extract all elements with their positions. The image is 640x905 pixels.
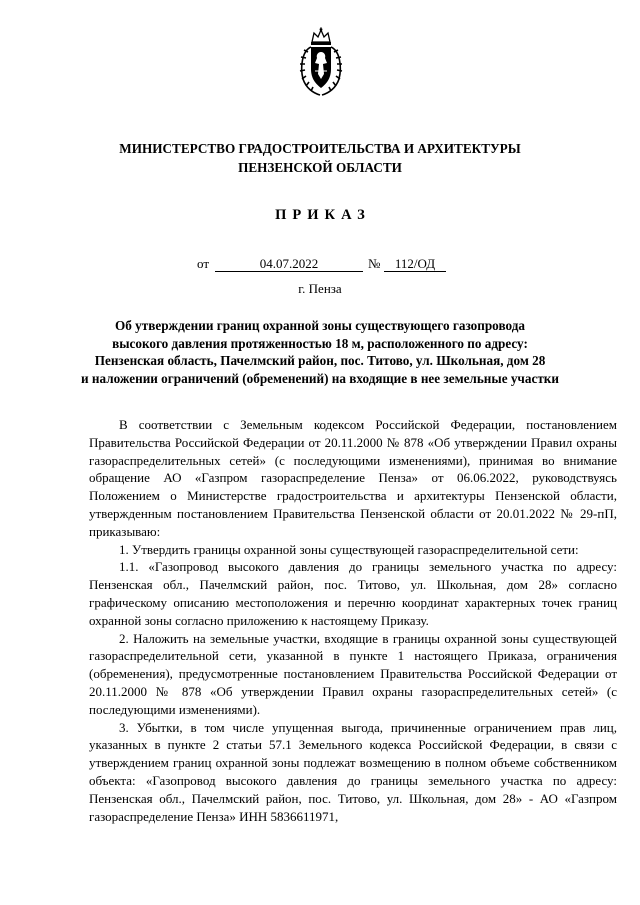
item-1-1-paragraph: 1.1. «Газопровод высокого давления до границы земельного участка по адресу: Пензенская обл., Пачелмский район, пос. Титово, ул. Школьная, дом 28» согласно графическому описанию местоположения и перечню координат характерных точек границ охранной зоны согласно приложению к настоящему Приказу.	[89, 559, 617, 628]
document-number: 112/ОД	[384, 256, 446, 272]
preamble-paragraph: В соответствии с Земельным кодексом Российской Федерации, постановлением Правительства Российской Федерации от 20.11.2000 № 878 «Об утверждении Правил охраны газораспределительных сетей» (с последующими изменениями), принимая во внимание обращение АО «Газпром газораспределение Пенза» от 06.06.2022, руководствуясь Положением о Министерстве градостроительства и архитектуры Пензенской области, утвержденным постановлением Правительства Пензенской области от 20.01.2022 № 29-пП, приказываю:	[89, 417, 617, 539]
number-prefix: №	[368, 256, 381, 271]
item-1-paragraph: 1. Утвердить границы охранной зоны существующей газораспределительной сети:	[119, 541, 579, 557]
subject-line-2: высокого давления протяженностью 18 м, расположенного по адресу:	[112, 335, 528, 351]
organization-name	[60, 139, 580, 177]
document-type-title: ПРИКАЗ	[275, 207, 371, 223]
org-line-1: МИНИСТЕРСТВО ГРАДОСТРОИТЕЛЬСТВА И АРХИТЕКТУРЫ	[119, 141, 521, 156]
item-2-paragraph: 2. Наложить на земельные участки, входящие в границы охранной зоны существующей газораспределительной сети, указанной в пункте 1 настоящего Приказа, ограничения (обременения), предусмотренные постановлением Правительства Российской Федерации от 20.11.2000 № 878 «Об утверждении Правил охраны газораспределительных сетей» (с последующими изменениями).	[89, 630, 617, 717]
coat-of-arms-icon	[299, 27, 343, 97]
date-number-line	[0, 256, 640, 276]
date-prefix: от	[197, 256, 210, 271]
subject-line-1: Об утверждении границ охранной зоны существующего газопровода	[115, 318, 525, 333]
subject-line-4: и наложении ограничений (обременений) на входящие в нее земельные участки	[80, 370, 559, 386]
document-body	[89, 416, 617, 825]
document-subject	[40, 317, 600, 387]
city: г. Пенза	[298, 281, 342, 296]
item-3-paragraph: 3. Убытки, в том числе упущенная выгода, причиненные ограничением прав лиц, указанных в пункте 2 статьи 57.1 Земельного кодекса Российской Федерации, в связи с утверждением границ охранной зоны подлежат возмещению в полном объеме собственником объекта: «Газопровод высокого давления до границы земельного участка по адресу: Пензенская обл., Пачелмский район, пос. Титово, ул. Школьная, дом 28» - АО «Газпром газораспределение Пенза» ИНН 5836611971,	[89, 719, 617, 824]
document-date: 04.07.2022	[215, 256, 363, 272]
org-line-2: ПЕНЗЕНСКОЙ ОБЛАСТИ	[238, 160, 402, 175]
subject-line-3: Пензенская область, Пачелмский район, пос. Титово, ул. Школьная, дом 28	[94, 353, 546, 369]
